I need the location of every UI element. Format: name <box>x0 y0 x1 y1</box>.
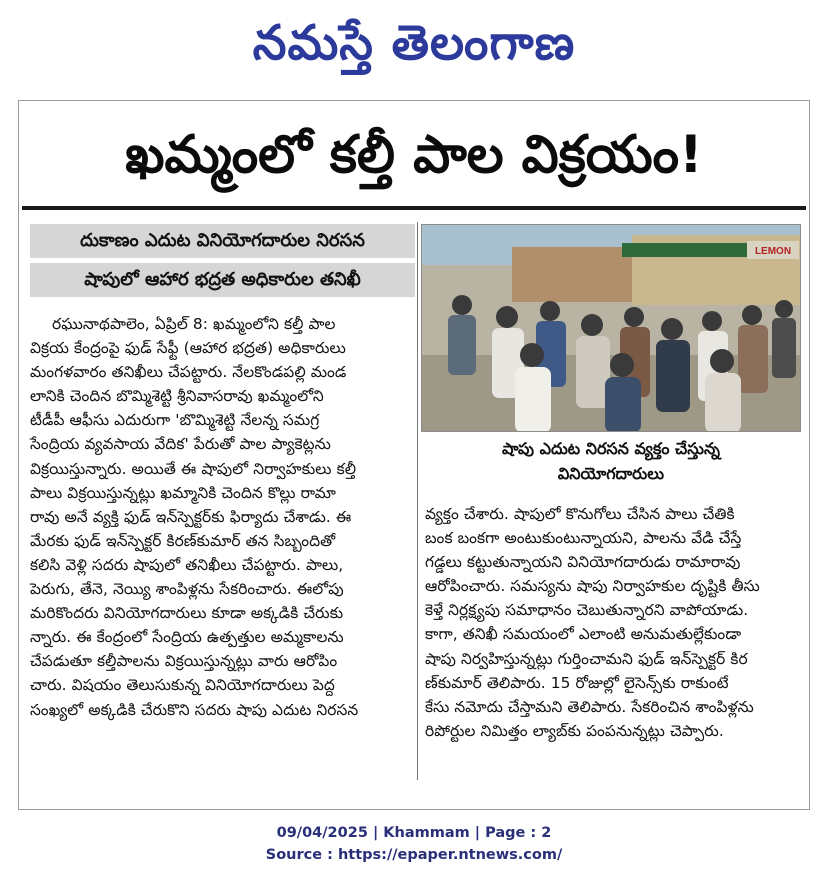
headline-divider <box>22 206 806 210</box>
column-divider <box>417 222 418 780</box>
footer-date-edition: 09/04/2025 | Khammam | Page : 2 <box>276 825 552 841</box>
article-headline: ఖమ్మంలో కల్తీ పాల విక్రయం! <box>125 125 703 185</box>
page-footer <box>0 822 828 866</box>
news-photo-crowd <box>421 224 801 432</box>
subheadline-inspection: షాపులో ఆహార భద్రత అధికారుల తనిఖీ <box>30 263 415 297</box>
article-body-left-column: రఘునాథపాలెం, ఏప్రిల్ 8: ఖమ్మంలోని కల్తీ పాల విక్రయ కేంద్రంపై ఫుడ్ సేఫ్టీ (ఆహార భద్రత) అధికారులు మంగళవారం తనిఖీలు చేపట్టారు. నేలకొండపల్లి మండ లానికి చెందిన బొమ్మిశెట్టి శ్రీనివాసరావు ఖమ్మంలోని టీడీపీ ఆఫీసు ఎదురుగా 'బొమ్మిశెట్టి నేలన్న సమగ్ర సేంద్రియ వ్యవసాయ వేదిక' పేరుతో పాల ప్యాకెట్లను విక్రయిస్తున్నారు. అయితే ఈ షాపులో నిర్వాహకులు కల్తీ పాలు విక్రయిస్తున్నట్లు ఖమ్మానికి చెందిన కొల్లు రామా రావు అనే వ్యక్తి ఫుడ్ ఇన్‌స్పెక్టర్‌కు ఫిర్యాదు చేశాడు. ఈ మేరకు ఫుడ్ ఇన్‌స్పెక్టర్ కిరణ్‌కుమార్ తన సిబ్బందితో కలిసి వెళ్లి సదరు షాపులో తనిఖీలు చేపట్టారు. పాలు, పెరుగు, తేనె, నెయ్యి శాంపిళ్లను సేకరించారు. ఈలోపు మరికొందరు వినియోగదారులు కూడా అక్కడికి చేరుకు న్నారు. ఈ కేంద్రంలో సేంద్రియ ఉత్పత్తుల అమ్మకాలను చేపడుతూ కల్తీపాలను విక్రయిస్తున్నట్లు వారు ఆరోపిం చారు. విషయం తెలుసుకున్న వినియోగదారులు పెద్ద సంఖ్యలో అక్కడికి చేరుకొని సదరు షాపు ఎదుట నిరసన <box>30 315 359 719</box>
shop-sign-text: LEMON <box>754 246 792 257</box>
subheadline-protest: దుకాణం ఎదుట వినియోగదారుల నిరసన <box>30 224 415 258</box>
newspaper-masthead: నమస్తే తెలంగాణ <box>252 15 576 71</box>
article-body-right-column: వ్యక్తం చేశారు. షాపులో కొనుగోలు చేసిన పాలు చేతికి బంక బంకగా అంటుకుంటున్నాయని, పాలను వేడి చేస్తే గడ్డలు కట్టుతున్నాయని వినియోగదారుడు రామారావు ఆరోపించారు. సమస్యను షాపు నిర్వాహకుల దృష్టికి తీసు కెళ్తే నిర్లక్ష్యపు సమాధానం చెబుతున్నారని వాపోయాడు. కాగా, తనిఖీ సమయంలో ఎలాంటి అనుమతుల్లేకుండా షాపు నిర్వహిస్తున్నట్లు గుర్తించామని ఫుడ్ ఇన్‌స్పెక్టర్ కిర ణ్‌కుమార్ తెలిపారు. 15 రోజుల్లో లైసెన్స్‌కు రాకుంటే కేసు నమోదు చేస్తామని తెలిపారు. సేకరించిన శాంపిళ్లను రిపోర్టుల నిమిత్తం ల్యాబ్‌కు పంపనున్నట్లు చెప్పారు. <box>425 505 760 740</box>
photo-caption: షాపు ఎదుట నిరసన వ్యక్తం చేస్తున్న వినియోగదారులు <box>502 439 720 483</box>
crowd-photo-illustration <box>422 225 801 432</box>
footer-source-link[interactable]: Source : https://epaper.ntnews.com/ <box>265 847 563 863</box>
